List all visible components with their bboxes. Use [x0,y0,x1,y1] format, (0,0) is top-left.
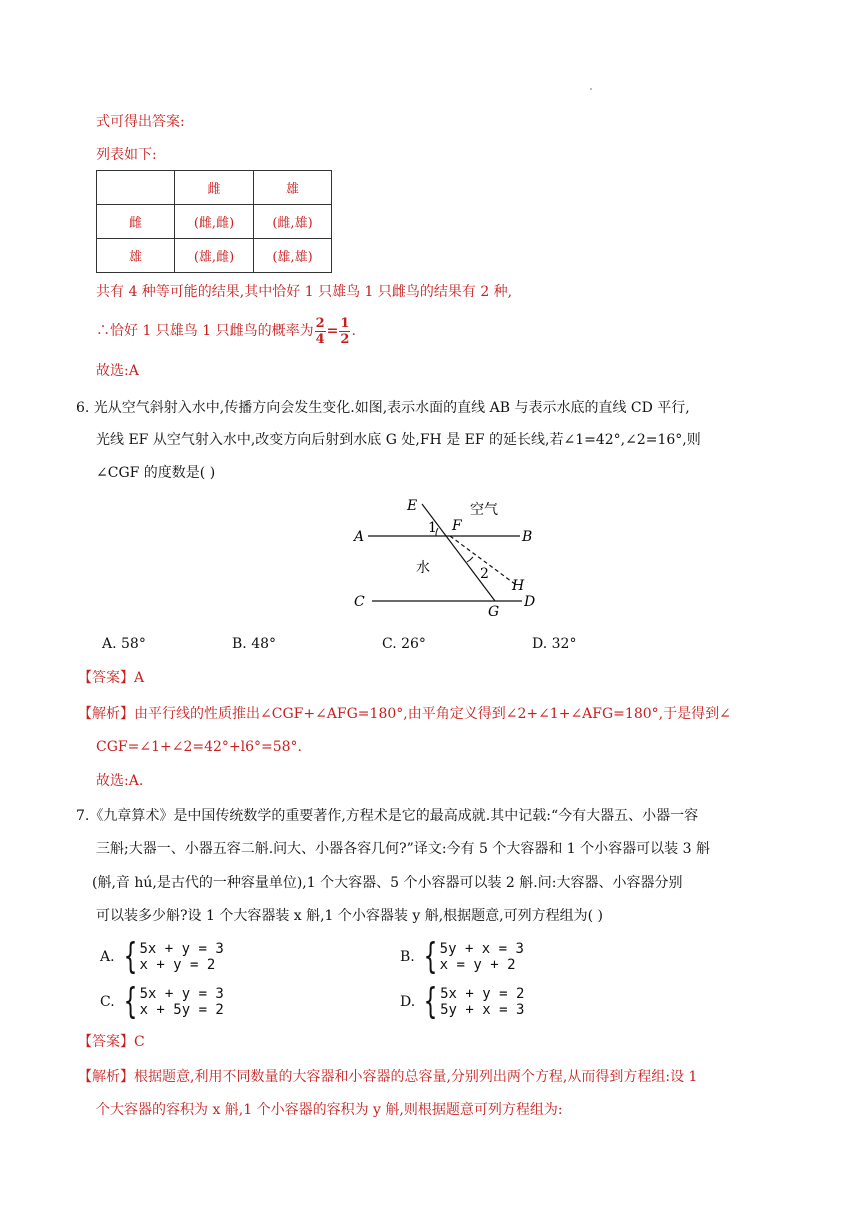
q6-answer: 【答案】A [78,670,145,686]
label-air: 空气 [470,502,498,518]
label-water: 水 [416,560,430,576]
fraction-denominator: 2 [340,331,350,347]
fraction [339,316,350,347]
angle2-arc [467,557,473,562]
option-label: D. [400,994,416,1010]
equation: x + y = 2 [139,957,216,973]
q7-analysis-line2: 个大容器的容积为 x 斛,1 个小容器的容积为 y 斛,则根据题意可列方程组为: [96,1102,563,1118]
fraction-numerator: 2 [315,315,325,331]
q7-option-a [100,936,224,977]
q6-analysis-line1: 【解析】由平行线的性质推出∠CGF+∠AFG=180°,由平角定义得到∠2+∠1+∠AFG=180°,于是得到∠ [78,706,731,722]
q6-analysis-line2: CGF=∠1+∠2=42°+l6°=58°. [96,739,303,755]
q5-choice: 故选:A [96,363,139,379]
fraction [315,316,326,347]
table-cell: 雌 [97,205,175,239]
q7-option-d [400,981,525,1022]
period: . [351,323,356,339]
scan-dot [590,88,592,90]
q5-prob-prefix: ∴恰好 1 只雄鸟 1 只雌鸟的概率为 [96,323,314,339]
table-cell: (雄,雄) [254,239,332,273]
fraction-denominator: 4 [315,331,325,347]
refraction-figure [340,490,550,620]
q6-option-b: B. 48° [232,636,277,652]
q5-line2: 列表如下: [96,147,157,163]
table-row [97,205,332,239]
q7-option-b [400,936,524,977]
label-b: B [522,529,533,545]
q7-stem-line2: 三斛;大器一、小器五容二斛.问大、小器各容几何?”译文:今有 5 个大容器和 1 个小容器可以装 3 斛 [96,841,710,857]
label-angle1: 1 [428,520,437,536]
table-cell: (雄,雌) [175,239,254,273]
option-label: B. [400,949,415,965]
option-label: C. [100,994,115,1010]
q6-option-d: D. 32° [532,636,577,652]
q5-probability [96,314,356,348]
label-c: C [354,594,365,610]
q6-stem-line2: 光线 EF 从空气射入水中,改变方向后射到水底 G 处,FH 是 EF 的延长线,若∠1=42°,∠2=16°,则 [96,432,701,448]
q6-option-c: C. 26° [382,636,426,652]
q5-line1: 式可得出答案: [96,114,185,130]
q7-stem-line4: 可以装多少斛?设 1 个大容器装 x 斛,1 个小容器装 y 斛,根据题意,可列方程组为( ) [96,908,603,924]
equation: 5y + x = 3 [440,1002,525,1018]
q7-answer: 【答案】C [78,1034,145,1050]
table-cell: 雌 [175,171,254,205]
label-angle2: 2 [480,566,489,582]
equation: x + 5y = 2 [139,1002,224,1018]
equation-system [440,941,524,973]
label-e: E [407,498,418,514]
label-f: F [452,518,462,534]
equation: 5y + x = 3 [439,941,524,957]
q5-result: 共有 4 种等可能的结果,其中恰好 1 只雄鸟 1 只雌鸟的结果有 2 种, [96,284,513,300]
equation-system [440,986,524,1018]
table-cell: (雌,雄) [254,205,332,239]
equation-system [140,986,224,1018]
equation: 5x + y = 2 [440,986,525,1002]
equation-system [139,941,223,973]
table-cell: 雄 [97,239,175,273]
q7-option-c [100,981,224,1022]
q7-stem-line1: 7.《九章算术》是中国传统数学的重要著作,方程术是它的最高成就.其中记载:“今有大器五、小器一容 [76,808,699,824]
brace: { [123,981,137,1022]
option-label: A. [100,949,115,965]
q6-choice: 故选:A. [96,773,144,789]
label-g: G [488,604,500,620]
equation: 5x + y = 3 [139,986,224,1002]
table-cell: (雌,雌) [175,205,254,239]
label-h: H [512,578,525,594]
q7-stem-line3: (斛,音 hú,是古代的一种容量单位),1 个大容器、5 个小容器可以装 2 斛.问:大容器、小容器分别 [92,875,683,891]
table-cell: 雄 [254,171,332,205]
equation: x = y + 2 [439,957,516,973]
brace: { [123,936,137,977]
q7-analysis-line1: 【解析】根据题意,利用不同数量的大容器和小容器的总容量,分别列出两个方程,从而得到方程组:设 1 [78,1069,698,1085]
q6-stem-line3: ∠CGF 的度数是( ) [96,465,216,481]
q6-option-a: A. 58° [102,636,146,652]
table-cell [97,171,175,205]
outcome-table [96,170,332,273]
table-header-row [97,171,332,205]
fraction-numerator: 1 [340,315,350,331]
brace: { [423,981,438,1022]
q6-stem-line1: 6. 光从空气斜射入水中,传播方向会发生变化.如图,表示水面的直线 AB 与表示水底的直线 CD 平行, [76,400,690,416]
brace: { [423,936,438,977]
table-row [97,239,332,273]
equals-sign: = [326,323,339,339]
equation: 5x + y = 3 [139,941,224,957]
label-a: A [354,529,365,545]
label-d: D [524,594,536,610]
